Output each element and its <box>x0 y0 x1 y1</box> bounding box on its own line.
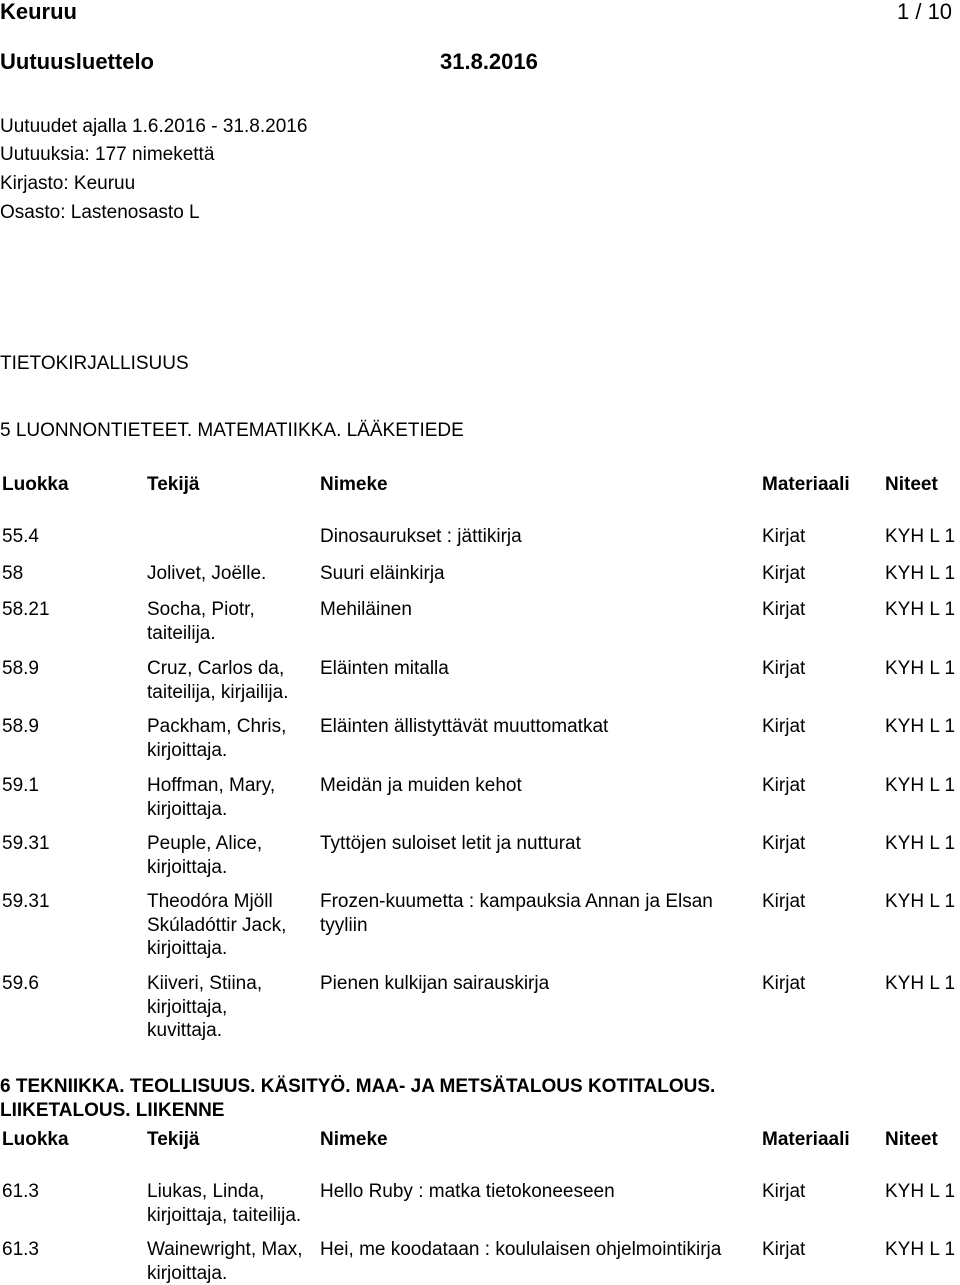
row-title: Suuri eläinkirja <box>320 563 445 584</box>
row-material: Kirjat <box>762 973 806 994</box>
row-class: 58 <box>2 563 24 584</box>
row-author: Packham, Chris, kirjoittaja. <box>147 716 287 761</box>
row-material: Kirjat <box>762 833 806 854</box>
section-heading: 6 TEKNIIKKA. TEOLLISUUS. KÄSITYÖ. MAA- JA METSÄTALOUS KOTITALOUS. LIIKETALOUS. LIIKENNE <box>0 1076 716 1121</box>
row-material: Kirjat <box>762 775 806 796</box>
row-notes: KYH L 1 <box>885 973 956 994</box>
col-title-header: Nimeke <box>320 474 388 495</box>
library-name: Keuruu <box>0 0 77 24</box>
info-period: Uutuudet ajalla 1.6.2016 - 31.8.2016 <box>0 116 308 137</box>
row-material: Kirjat <box>762 599 806 620</box>
row-material: Kirjat <box>762 891 806 912</box>
row-class: 55.4 <box>2 526 39 547</box>
row-class: 58.9 <box>2 716 39 737</box>
row-class: 59.6 <box>2 973 39 994</box>
page-number: 1 / 10 <box>897 0 953 24</box>
info-count: Uutuuksia: 177 nimekettä <box>0 144 215 165</box>
category-heading: TIETOKIRJALLISUUS <box>0 353 189 374</box>
row-notes: KYH L 1 <box>885 563 956 584</box>
page-title: Uutuusluettelo <box>0 49 154 74</box>
list-date: 31.8.2016 <box>440 49 538 74</box>
col-class-header: Luokka <box>2 1129 69 1150</box>
row-title: Dinosaurukset : jättikirja <box>320 526 522 547</box>
row-class: 58.9 <box>2 658 39 679</box>
col-notes-header: Niteet <box>885 1129 938 1150</box>
row-title: Hello Ruby : matka tietokoneeseen <box>320 1181 615 1202</box>
row-author: Jolivet, Joëlle. <box>147 563 267 584</box>
row-notes: KYH L 1 <box>885 833 956 854</box>
row-notes: KYH L 1 <box>885 599 956 620</box>
row-notes: KYH L 1 <box>885 775 956 796</box>
row-notes: KYH L 1 <box>885 526 956 547</box>
row-class: 61.3 <box>2 1181 39 1202</box>
row-title: Meidän ja muiden kehot <box>320 775 522 796</box>
row-material: Kirjat <box>762 526 806 547</box>
section-heading: 5 LUONNONTIETEET. MATEMATIIKKA. LÄÄKETIEDE <box>0 420 464 441</box>
row-author: Socha, Piotr, taiteilija. <box>147 599 255 644</box>
row-title: Mehiläinen <box>320 599 412 620</box>
row-title: Tyttöjen suloiset letit ja nutturat <box>320 833 581 854</box>
row-author: Theodóra Mjöll Skúladóttir Jack, kirjoittaja. <box>147 891 287 959</box>
row-author: Liukas, Linda, kirjoittaja, taiteilija. <box>147 1181 302 1226</box>
row-author: Cruz, Carlos da, taiteilija, kirjailija. <box>147 658 289 703</box>
row-material: Kirjat <box>762 658 806 679</box>
col-material-header: Materiaali <box>762 474 850 495</box>
row-class: 59.1 <box>2 775 39 796</box>
col-notes-header: Niteet <box>885 474 938 495</box>
col-material-header: Materiaali <box>762 1129 850 1150</box>
row-notes: KYH L 1 <box>885 1239 956 1260</box>
row-notes: KYH L 1 <box>885 1181 956 1202</box>
row-author: Kiiveri, Stiina, kirjoittaja, kuvittaja. <box>147 973 263 1041</box>
info-library: Kirjasto: Keuruu <box>0 173 136 194</box>
row-notes: KYH L 1 <box>885 658 956 679</box>
row-class: 61.3 <box>2 1239 39 1260</box>
row-author: Hoffman, Mary, kirjoittaja. <box>147 775 276 820</box>
row-class: 59.31 <box>2 833 50 854</box>
info-department: Osasto: Lastenosasto L <box>0 202 200 223</box>
col-author-header: Tekijä <box>147 1129 200 1150</box>
row-notes: KYH L 1 <box>885 891 956 912</box>
row-class: 59.31 <box>2 891 50 912</box>
row-class: 58.21 <box>2 599 50 620</box>
col-author-header: Tekijä <box>147 474 200 495</box>
row-author: Peuple, Alice, kirjoittaja. <box>147 833 263 878</box>
row-material: Kirjat <box>762 563 806 584</box>
row-title: Eläinten ällistyttävät muuttomatkat <box>320 716 609 737</box>
row-author: Wainewright, Max, kirjoittaja. <box>147 1239 303 1284</box>
row-title: Pienen kulkijan sairauskirja <box>320 973 550 994</box>
row-material: Kirjat <box>762 1239 806 1260</box>
row-notes: KYH L 1 <box>885 716 956 737</box>
row-title: Frozen-kuumetta : kampauksia Annan ja Elsan tyyliin <box>320 891 713 936</box>
col-class-header: Luokka <box>2 474 69 495</box>
row-material: Kirjat <box>762 1181 806 1202</box>
col-title-header: Nimeke <box>320 1129 388 1150</box>
row-title: Eläinten mitalla <box>320 658 449 679</box>
row-material: Kirjat <box>762 716 806 737</box>
row-title: Hei, me koodataan : koululaisen ohjelmointikirja <box>320 1239 722 1260</box>
